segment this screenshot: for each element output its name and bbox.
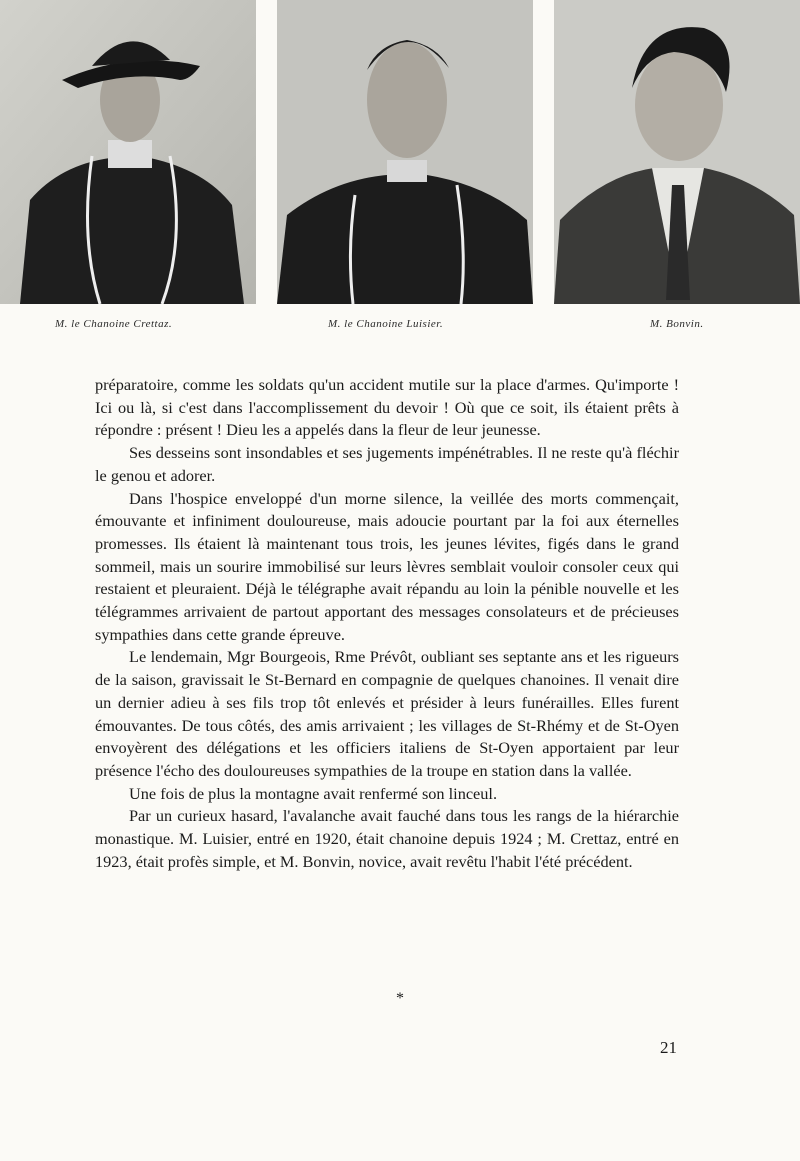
- paragraph: Le lendemain, Mgr Bourgeois, Rme Prévôt, oubliant ses septante ans et les rigueurs de la saison, gravissait le St-Bernard en compagnie de quelques chanoines. Il venait dire un dernier adieu à ses fils trop tôt enlevés et présider à leurs funérailles. Elles furent émouvantes. De tous côtés, des amis arrivaient ; les villages de St-Rhémy et de St-Oyen envoyèrent des délégations et les officiers italiens de St-Oyen apportaient par leur présence l'écho des douloureuses sympathies de la troupe en station dans la vallée.: [95, 647, 679, 780]
- caption-bonvin: M. Bonvin.: [650, 318, 704, 330]
- paragraph: Ses desseins sont insondables et ses jugements impénétrables. Il ne reste qu'à fléchir le genou et adorer.: [95, 443, 679, 485]
- caption-crettaz: M. le Chanoine Crettaz.: [55, 318, 173, 330]
- paragraph: Par un curieux hasard, l'avalanche avait fauché dans tous les rangs de la hiérarchie monastique. M. Luisier, entré en 1920, était chanoine depuis 1924 ; M. Crettaz, entré en 1923, était profès simple, et M. Bonvin, novice, avait revêtu l'habit l'été précédent.: [95, 806, 679, 871]
- section-separator: *: [396, 990, 404, 1007]
- caption-luisier: M. le Chanoine Luisier.: [328, 318, 444, 330]
- photo-chanoine-luisier: [277, 0, 533, 304]
- paragraph: préparatoire, comme les soldats qu'un accident mutile sur la place d'armes. Qu'importe ! Ici ou là, si c'est dans l'accomplissement du devoir ! Où que ce soit, ils étaient prêts à répondre : présent ! Dieu les a appelés dans la fleur de leur jeunesse.: [95, 375, 679, 440]
- photo-bonvin: [554, 0, 800, 304]
- photo-chanoine-crettaz: [0, 0, 256, 304]
- body-text: [95, 374, 679, 873]
- paragraph: Une fois de plus la montagne avait renfermé son linceul.: [129, 783, 498, 803]
- paragraph: Dans l'hospice enveloppé d'un morne silence, la veillée des morts commençait, émouvante et infiniment douloureuse, mais adoucie pourtant par la foi aux éternelles promesses. Ils étaient là maintenant tous trois, les jeunes lévites, figés dans le grand sommeil, mais un sourire immobilisé sur leurs lèvres semblait vouloir consoler ceux qui restaient et pleuraient. Déjà le télégraphe avait répandu au loin la pénible nouvelle et les télégrammes arrivaient de partout apportant des messages consolateurs et de précieuses sympathies dans cette grande épreuve.: [95, 488, 679, 644]
- page-number: 21: [660, 1038, 677, 1057]
